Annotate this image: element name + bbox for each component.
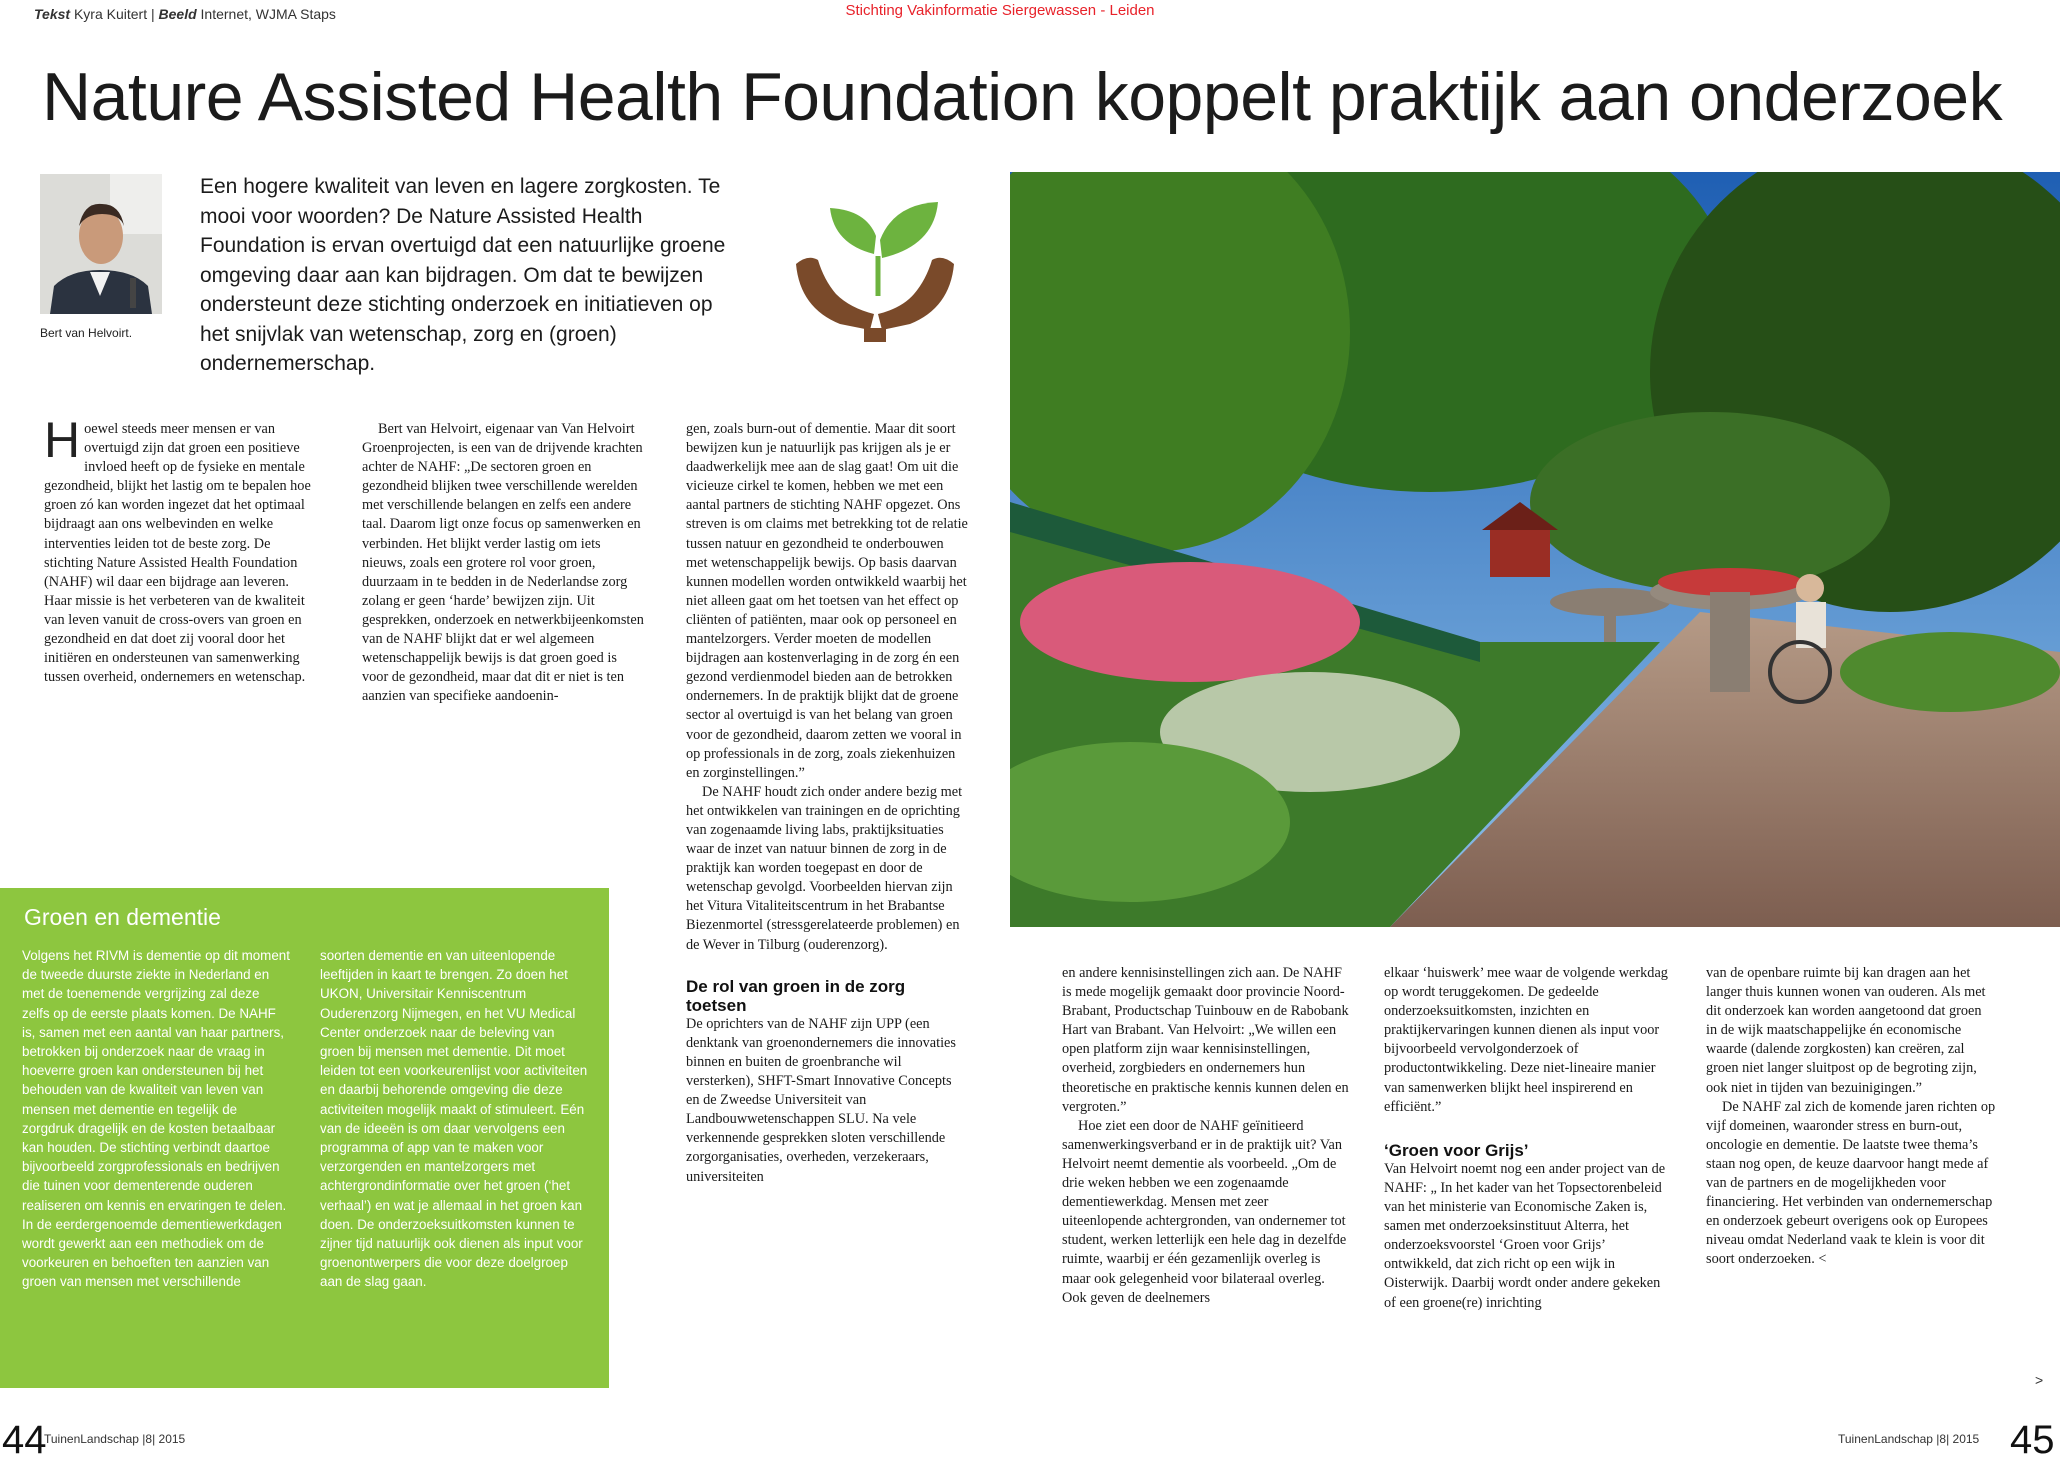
leaf-hands-icon bbox=[790, 196, 960, 346]
body-paragraph: De NAHF zal zich de komende jaren richten op vijf domeinen, waaronder stress en burn-out, oncologie en dementie. De laatste twee thema’s staan nog open, de keuze daarvoor hangt mede af van de partners en de mogelijkheden voor financiering. Het verbinden van ondernemerschap en onderzoek gebeurt overigens ook op Europees niveau omdat Nederland vaak te klein is voor dit soort onderzoeken. < bbox=[1706, 1098, 1996, 1268]
body-column-2 bbox=[362, 420, 644, 706]
intro-paragraph: Een hogere kwaliteit van leven en lagere zorgkosten. Te mooi voor woorden? De Nature Assisted Health Foundation is ervan overtuigd dat een natuurlijke groene omgeving daar aan kan bijdragen. Om dat te bewijzen ondersteunt deze stichting onderzoek en initiatieven op het snijvlak van wetenschap, zorg en (groen) ondernemerschap. bbox=[200, 175, 726, 375]
subheading-rol-van-groen: De rol van groen in de zorg toetsen bbox=[686, 976, 906, 1015]
magazine-footer-left: TuinenLandschap |8| 2015 bbox=[44, 1432, 186, 1446]
credits-beeld-source: Internet, WJMA Staps bbox=[200, 6, 336, 22]
body-paragraph: Hoe ziet een door de NAHF geïnitieerd samenwerkingsverband er in de praktijk uit? Van Helvoirt neemt dementie als voorbeeld. „Om de drie weken hebben we een zogenaamde dementiewerkdag. Mensen met zeer uiteenlopende achtergronden, van ondernemer tot student, werken letterlijk een hele dag in dezelfde ruimte, waarbij er één gezamenlijk overleg is maar ook gelegenheid voor bilateraal overleg. Ook geven de deelnemers bbox=[1062, 1117, 1347, 1306]
body-paragraph: en andere kennisinstellingen zich aan. De NAHF is mede mogelijk gemaakt door provincie Noord-Brabant, Productschap Tuinbouw en de Rabobank Hart van Brabant. Van Helvoirt: „We willen een open platform zijn waar kennisinstellingen, overheid, zorgbieders en ondernemers hun theoretische en praktische kennis kunnen delen en vergroten.” bbox=[1062, 965, 1349, 1115]
credits-tekst-author: Kyra Kuitert bbox=[73, 6, 148, 22]
portrait-caption: Bert van Helvoirt. bbox=[40, 326, 133, 340]
body-paragraph: De oprichters van de NAHF zijn UPP (een denktank van groenondernemers die innovaties binnen en buiten de groenbranche wil versterken), SHFT-Smart Innovative Concepts en de Zweedse Universiteit van Landbouwwetenschappen SLU. Na vele verkennende gesprekken sloten verschillende zorgorganisaties, overheden, verzekeraars, universiteiten bbox=[686, 1015, 956, 1185]
garden-photo bbox=[1010, 172, 2060, 927]
body-paragraph: Bert van Helvoirt, eigenaar van Van Helvoirt Groenprojecten, is een van de drijvende krachten achter de NAHF: „De sectoren groen en gezondheid blijken twee verschillende werelden met verschillende belangen en zelfs een andere taal. Daarom ligt onze focus op samenwerken en verbinden. Het blijkt verder lastig om iets nieuws, zoals een grotere rol voor groen, duurzaam in te bedden in de Nederlandse zorg zolang er geen ‘harde’ bewijzen zijn. Uit gesprekken, onderzoek en netwerkbijeenkomsten van de NAHF blijkt dat er wel algemeen wetenschappelijk bewijs is dat groen goed is voor de gezondheid, maar dat dit er niet is ten aanzien van specifieke aandoenin- bbox=[362, 421, 644, 705]
drop-cap: H bbox=[44, 412, 81, 468]
body-paragraph: De NAHF houdt zich onder andere bezig met het ontwikkelen van trainingen en de oprichting van zogenaamde living labs, praktijksituaties waar de inzet van natuur binnen de zorg in de praktijk kan worden toegepast en door de wetenschap gevolgd. Voorbeelden hiervan zijn het Vitura Vitaliteitscentrum in het Brabantse Biezenmortel (stressgerelateerde problemen) en de Wever in Tilburg (ouderenzorg). bbox=[686, 783, 963, 953]
body-paragraph: Van Helvoirt noemt nog een ander project van de NAHF: „ In het kader van het Topsectorenbeleid van het ministerie van Economische Zaken is, samen met onderzoeksinstituut Alterra, het onderzoeksvoorstel ‘Groen voor Grijs’ ontwikkeld, dat zich richt op een wijk in Oisterwijk. Daarbij wordt onder andere gekeken of een groene(re) inrichting bbox=[1384, 1160, 1666, 1311]
continue-mark: > bbox=[2035, 1372, 2044, 1388]
body-column-6 bbox=[1706, 964, 1996, 1270]
body-column-1 bbox=[44, 412, 314, 687]
body-paragraph: van de openbare ruimte bij kan dragen aan het langer thuis kunnen wonen van ouderen. Als met dit onderzoek kan worden aangetoond dat groen in de wijk maatschappelijke én economische waarde (dalende zorgkosten) kan creëren, zal groen niet langer sluitpost op de begroting zijn, ook niet in tijden van bezuinigingen.” bbox=[1706, 965, 1986, 1096]
source-line: Stichting Vakinformatie Siergewassen - Leiden bbox=[845, 2, 1155, 19]
credits-beeld-label: Beeld bbox=[158, 6, 197, 22]
sidebar-box-title: Groen en dementie bbox=[24, 904, 221, 930]
body-column-5 bbox=[1384, 964, 1674, 1313]
subheading-groen-voor-grijs: ‘Groen voor Grijs’ bbox=[1384, 1140, 1529, 1160]
article-credits: Tekst Kyra Kuitert | Beeld Internet, WJMA Staps bbox=[34, 6, 336, 22]
sidebar-box-column-2: soorten dementie en van uiteenlopende leeftijden in kaart te brengen. Zo doen het UKON, Universitair Kenniscentrum Ouderenzorg Nijmegen, en het VU Medical Center onderzoek naar de beleving van groen bij mensen met dementie. Dit moet leiden tot een voorkeurenlijst voor activiteiten en daarbij behorende omgeving die deze activiteiten mogelijk maakt of stimuleert. Eén van de ideeën is om daar vervolgens een programma of app van te maken voor verzorgenden en mantelzorgers met achtergrondinformatie over het groen (‘het verhaal’) en wat je allemaal in het groen kan doen. De onderzoeksuitkomsten kunnen te zijner tijd natuurlijk ook dienen als input voor groenontwerpers die voor deze doelgroep aan de slag gaan. bbox=[320, 948, 588, 1290]
page-number-right: 45 bbox=[2010, 1418, 2055, 1462]
page-title: Nature Assisted Health Foundation koppelt praktijk aan onderzoek bbox=[42, 59, 2003, 135]
body-column-4 bbox=[1062, 964, 1352, 1308]
credits-tekst-label: Tekst bbox=[34, 6, 71, 22]
body-paragraph: elkaar ‘huiswerk’ mee waar de volgende werkdag op wordt teruggekomen. De gedeelde onderzoeksuitkomsten, inzichten en praktijkervaringen kunnen dienen als input voor bijvoorbeeld vervolgonderzoek of productontwikkeling. Deze niet-lineaire manier van samenwerken blijkt heel inspirerend en efficiënt.” bbox=[1384, 965, 1668, 1115]
body-paragraph: gen, zoals burn-out of dementie. Maar dit soort bewijzen kun je natuurlijk pas krijgen als je er daadwerkelijk mee aan de slag gaat! Om uit die vicieuze cirkel te komen, hebben we met een aantal partners de stichting NAHF opgezet. Ons streven is om claims met betrekking tot de relatie tussen natuur en gezondheid te onderbouwen met wetenschappelijk bewijs. Op basis daarvan kunnen modellen worden ontwikkeld waarbij het niet alleen gaat om het toetsen van het effect op cliënten of patiënten, maar ook op personeel en mantelzorgers. Verder moeten de modellen bijdragen aan kostenverlaging in de zorg én een gezond verdienmodel bieden aan de betrokken ondernemers. In de praktijk blijkt dat de groene sector al overtuigd is van het belang van groen voor de gezondheid, daarom zetten we vooral in op professionals in de zorg, zoals ziekenhuizen en zorginstellingen.” bbox=[686, 421, 968, 781]
sidebar-box-column-1: Volgens het RIVM is dementie op dit moment de tweede duurste ziekte in Nederland en met de toenemende vergrijzing zal deze zelfs op de eerste plaats komen. De NAHF is, samen met een aantal van haar partners, betrokken bij onderzoek naar de vraag in hoeverre groen kan ondersteunen bij het behouden van de kwaliteit van leven van mensen met dementie en tegelijk de zorgdruk dragelijk en de kosten betaalbaar kan houden. De stichting verbindt daartoe bijvoorbeeld zorgprofessionals en bedrijven die tuinen voor dementerende ouderen realiseren om kennis en ervaringen te delen. In de eerdergenoemde dementiewerkdagen wordt gewerkt aan een methodiek om de voorkeuren en behoeften ten aanzien van groen van mensen met verschillende bbox=[22, 948, 290, 1290]
portrait-photo bbox=[40, 174, 162, 314]
page-number-left: 44 bbox=[2, 1418, 47, 1462]
body-column-3 bbox=[686, 420, 968, 1187]
body-paragraph: oewel steeds meer mensen er van overtuigd zijn dat groen een positieve invloed heeft op de fysieke en mentale gezondheid, blijkt het lastig om te bepalen hoe groen zó kan worden ingezet dat het optimaal bijdraagt aan ons welbevinden en welke interventies leiden tot de beste zorg. De stichting Nature Assisted Health Foundation (NAHF) wil daar een bijdrage aan leveren. Haar missie is het verbeteren van de kwaliteit van leven vanuit de cross-overs van groen en gezondheid en dat doet zij vooral door het initiëren en ondersteunen van samenwerking tussen overheid, ondernemers en wetenschap. bbox=[44, 421, 311, 686]
magazine-footer-right: TuinenLandschap |8| 2015 bbox=[1838, 1432, 1980, 1446]
